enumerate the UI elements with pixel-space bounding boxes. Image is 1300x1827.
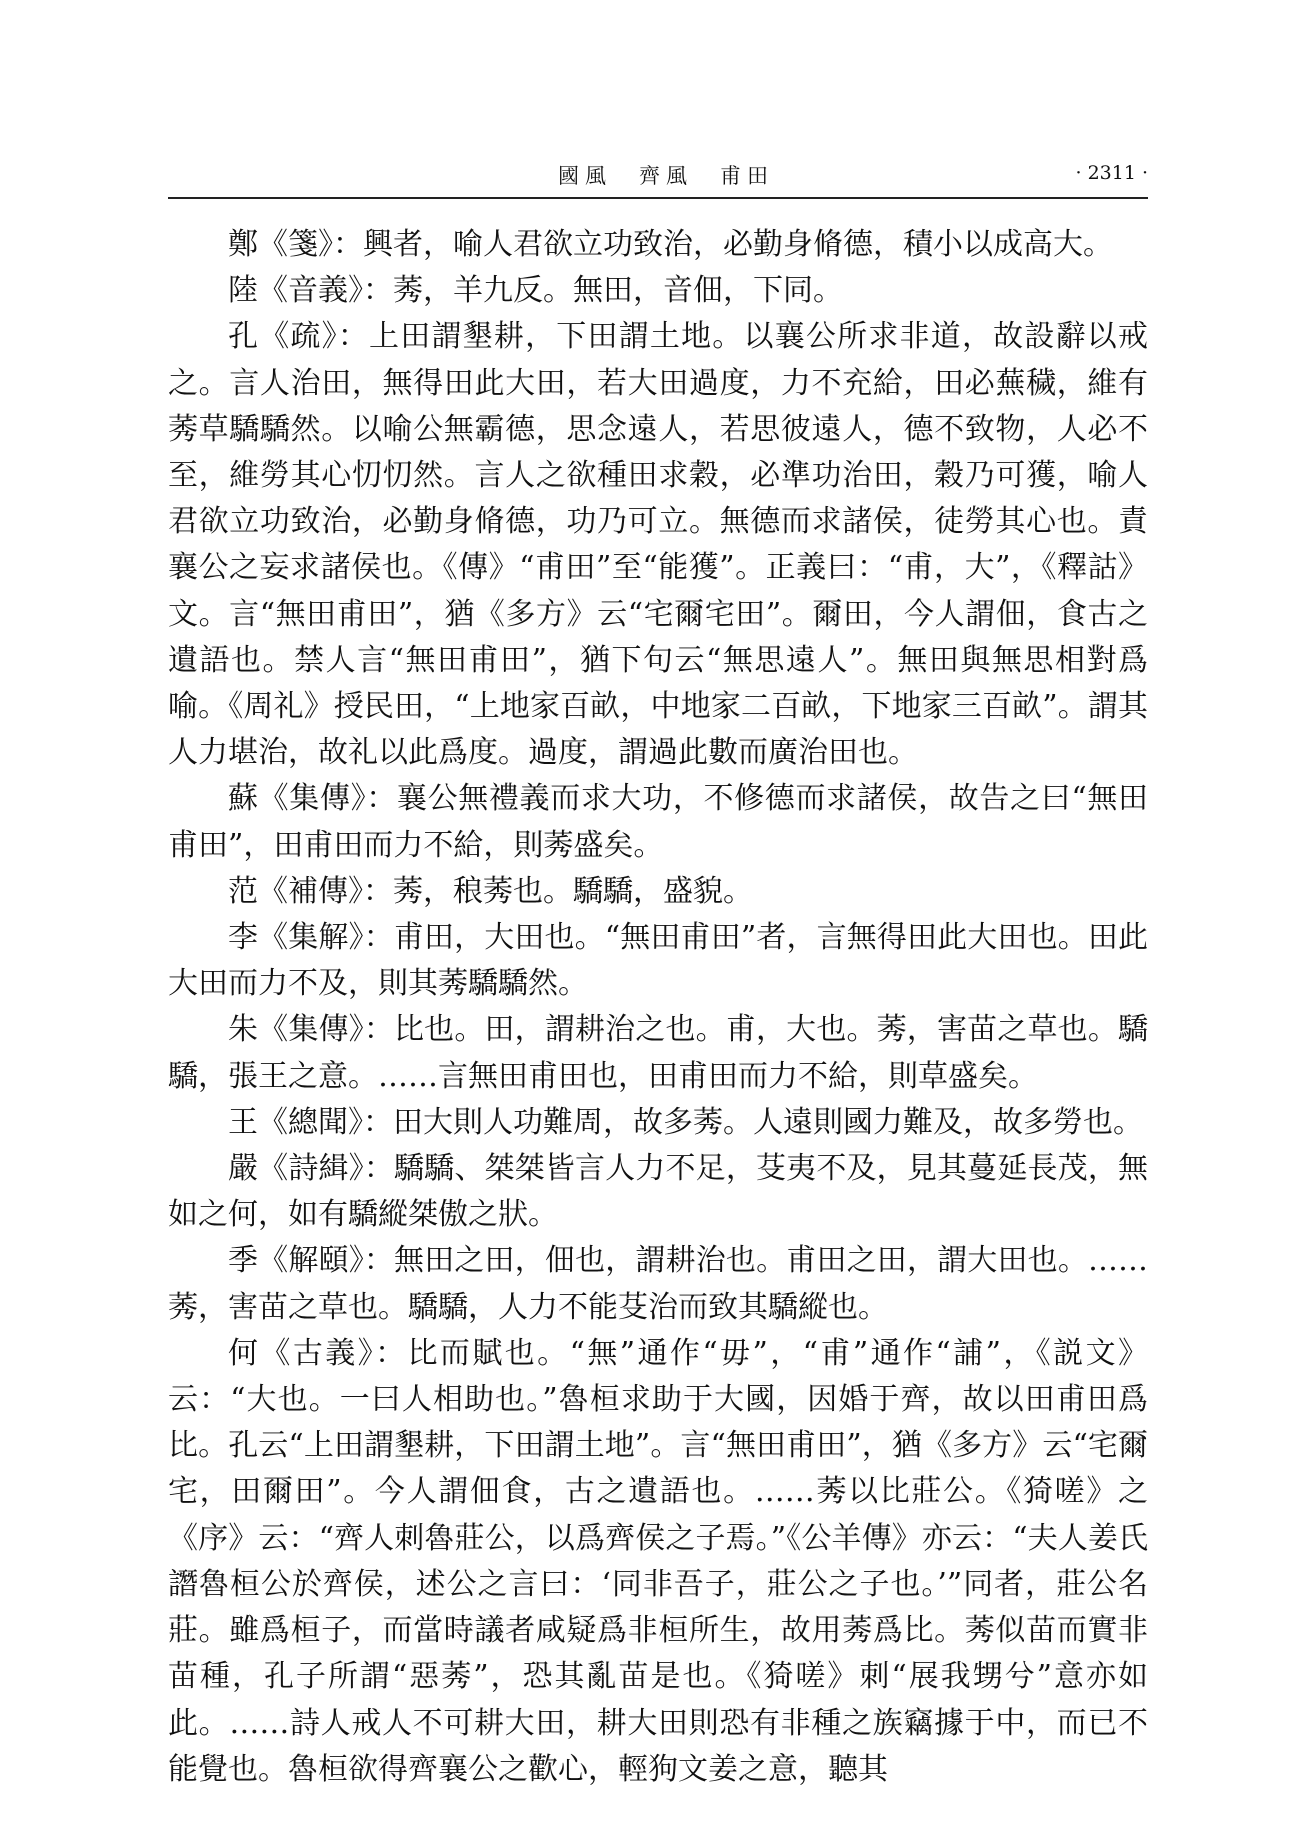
paragraph: 何《古義》：比而賦也。“無”通作“毋”，“甫”通作“誧”，《説文》云：“大也。一曰人相助也。”魯桓求助于大國，因婚于齊，故以田甫田爲比。孔云“上田謂墾耕，下田謂土地”。言“無田甫田”，猶《多方》云“宅爾宅，田爾田”。今人謂佃食，古之遺語也。……莠以比莊公。《猗嗟》之《序》云：“齊人刺魯莊公，以爲齊侯之子焉。”《公羊傳》亦云：“夫人姜氏譖魯桓公於齊侯，述公之言曰：‘同非吾子，莊公之子也。’”同者，莊公名莊。雖爲桓子，而當時議者咸疑爲非桓所生，故用莠爲比。莠似苗而實非苗種，孔子所謂“惡莠”，恐其亂苗是也。《猗嗟》刺“展我甥兮”意亦如此。……詩人戒人不可耕大田，耕大田則恐有非種之族竊據于中，而已不能覺也。魯桓欲得齊襄公之歡心，輕狗文姜之意，聽其: [168, 1335, 1148, 1787]
paragraph: 鄭《箋》：興者，喻人君欲立功致治，必勤身脩德，積小以成高大。: [228, 227, 1113, 262]
paragraph: 陸《音義》：莠，羊九反。無田，音佃，下同。: [228, 273, 843, 309]
paragraph: 孔《疏》：上田謂墾耕，下田謂土地。以襄公所求非道，故設辭以戒之。言人治田，無得田此大田，若大田過度，力不充給，田必蕪穢，維有莠草驕驕然。以喻公無霸德，思念遠人，若思彼遠人，德不致物，人必不至，維勞其心忉忉然。言人之欲種田求穀，必準功治田，穀乃可獲，喻人君欲立功致治，必勤身脩德，功乃可立。無德而求諸侯，徒勞其心也。責襄公之妄求諸侯也。《傳》“甫田”至“能獲”。正義曰：“甫，大”，《釋詁》文。言“無田甫田”，猶《多方》云“宅爾宅田”。爾田，今人謂佃，食古之遺語也。禁人言“無田甫田”，猶下句云“無思遠人”。無田與無思相對爲喻。《周礼》授民田，“上地家百畝，中地家二百畝，下地家三百畝”。謂其人力堪治，故礼以此爲度。過度，謂過此數而廣治田也。: [168, 319, 1148, 771]
header-rule: [168, 197, 1148, 199]
page-number: · 2311 ·: [1075, 162, 1148, 184]
paragraph: 李《集解》：甫田，大田也。“無田甫田”者，言無得田此大田也。田此大田而力不及，則其莠驕驕然。: [168, 920, 1148, 1002]
running-title: 國風 齊風 甫田: [558, 164, 774, 188]
paragraph: 蘇《集傳》：襄公無禮義而求大功，不修德而求諸侯，故告之曰“無田甫田”，田甫田而力不給，則莠盛矣。: [168, 781, 1148, 863]
running-header: [168, 160, 1148, 190]
paragraph: 王《總聞》：田大則人功難周，故多莠。人遠則國力難及，故多勞也。: [228, 1104, 1143, 1140]
paragraph: 朱《集傳》：比也。田，謂耕治之也。甫，大也。莠，害苗之草也。驕驕，張王之意。……言無田甫田也，田甫田而力不給，則草盛矣。: [168, 1012, 1148, 1094]
paragraph: 范《補傳》：莠，稂莠也。驕驕，盛貌。: [228, 873, 753, 909]
page-body: [168, 222, 1148, 1793]
paragraph: 嚴《詩緝》：驕驕、桀桀皆言人力不足，芟夷不及，見其蔓延長茂，無如之何，如有驕縱桀傲之狀。: [168, 1151, 1148, 1233]
paragraph: 季《解頤》：無田之田，佃也，謂耕治也。甫田之田，謂大田也。……莠，害苗之草也。驕驕，人力不能芟治而致其驕縱也。: [168, 1243, 1148, 1325]
